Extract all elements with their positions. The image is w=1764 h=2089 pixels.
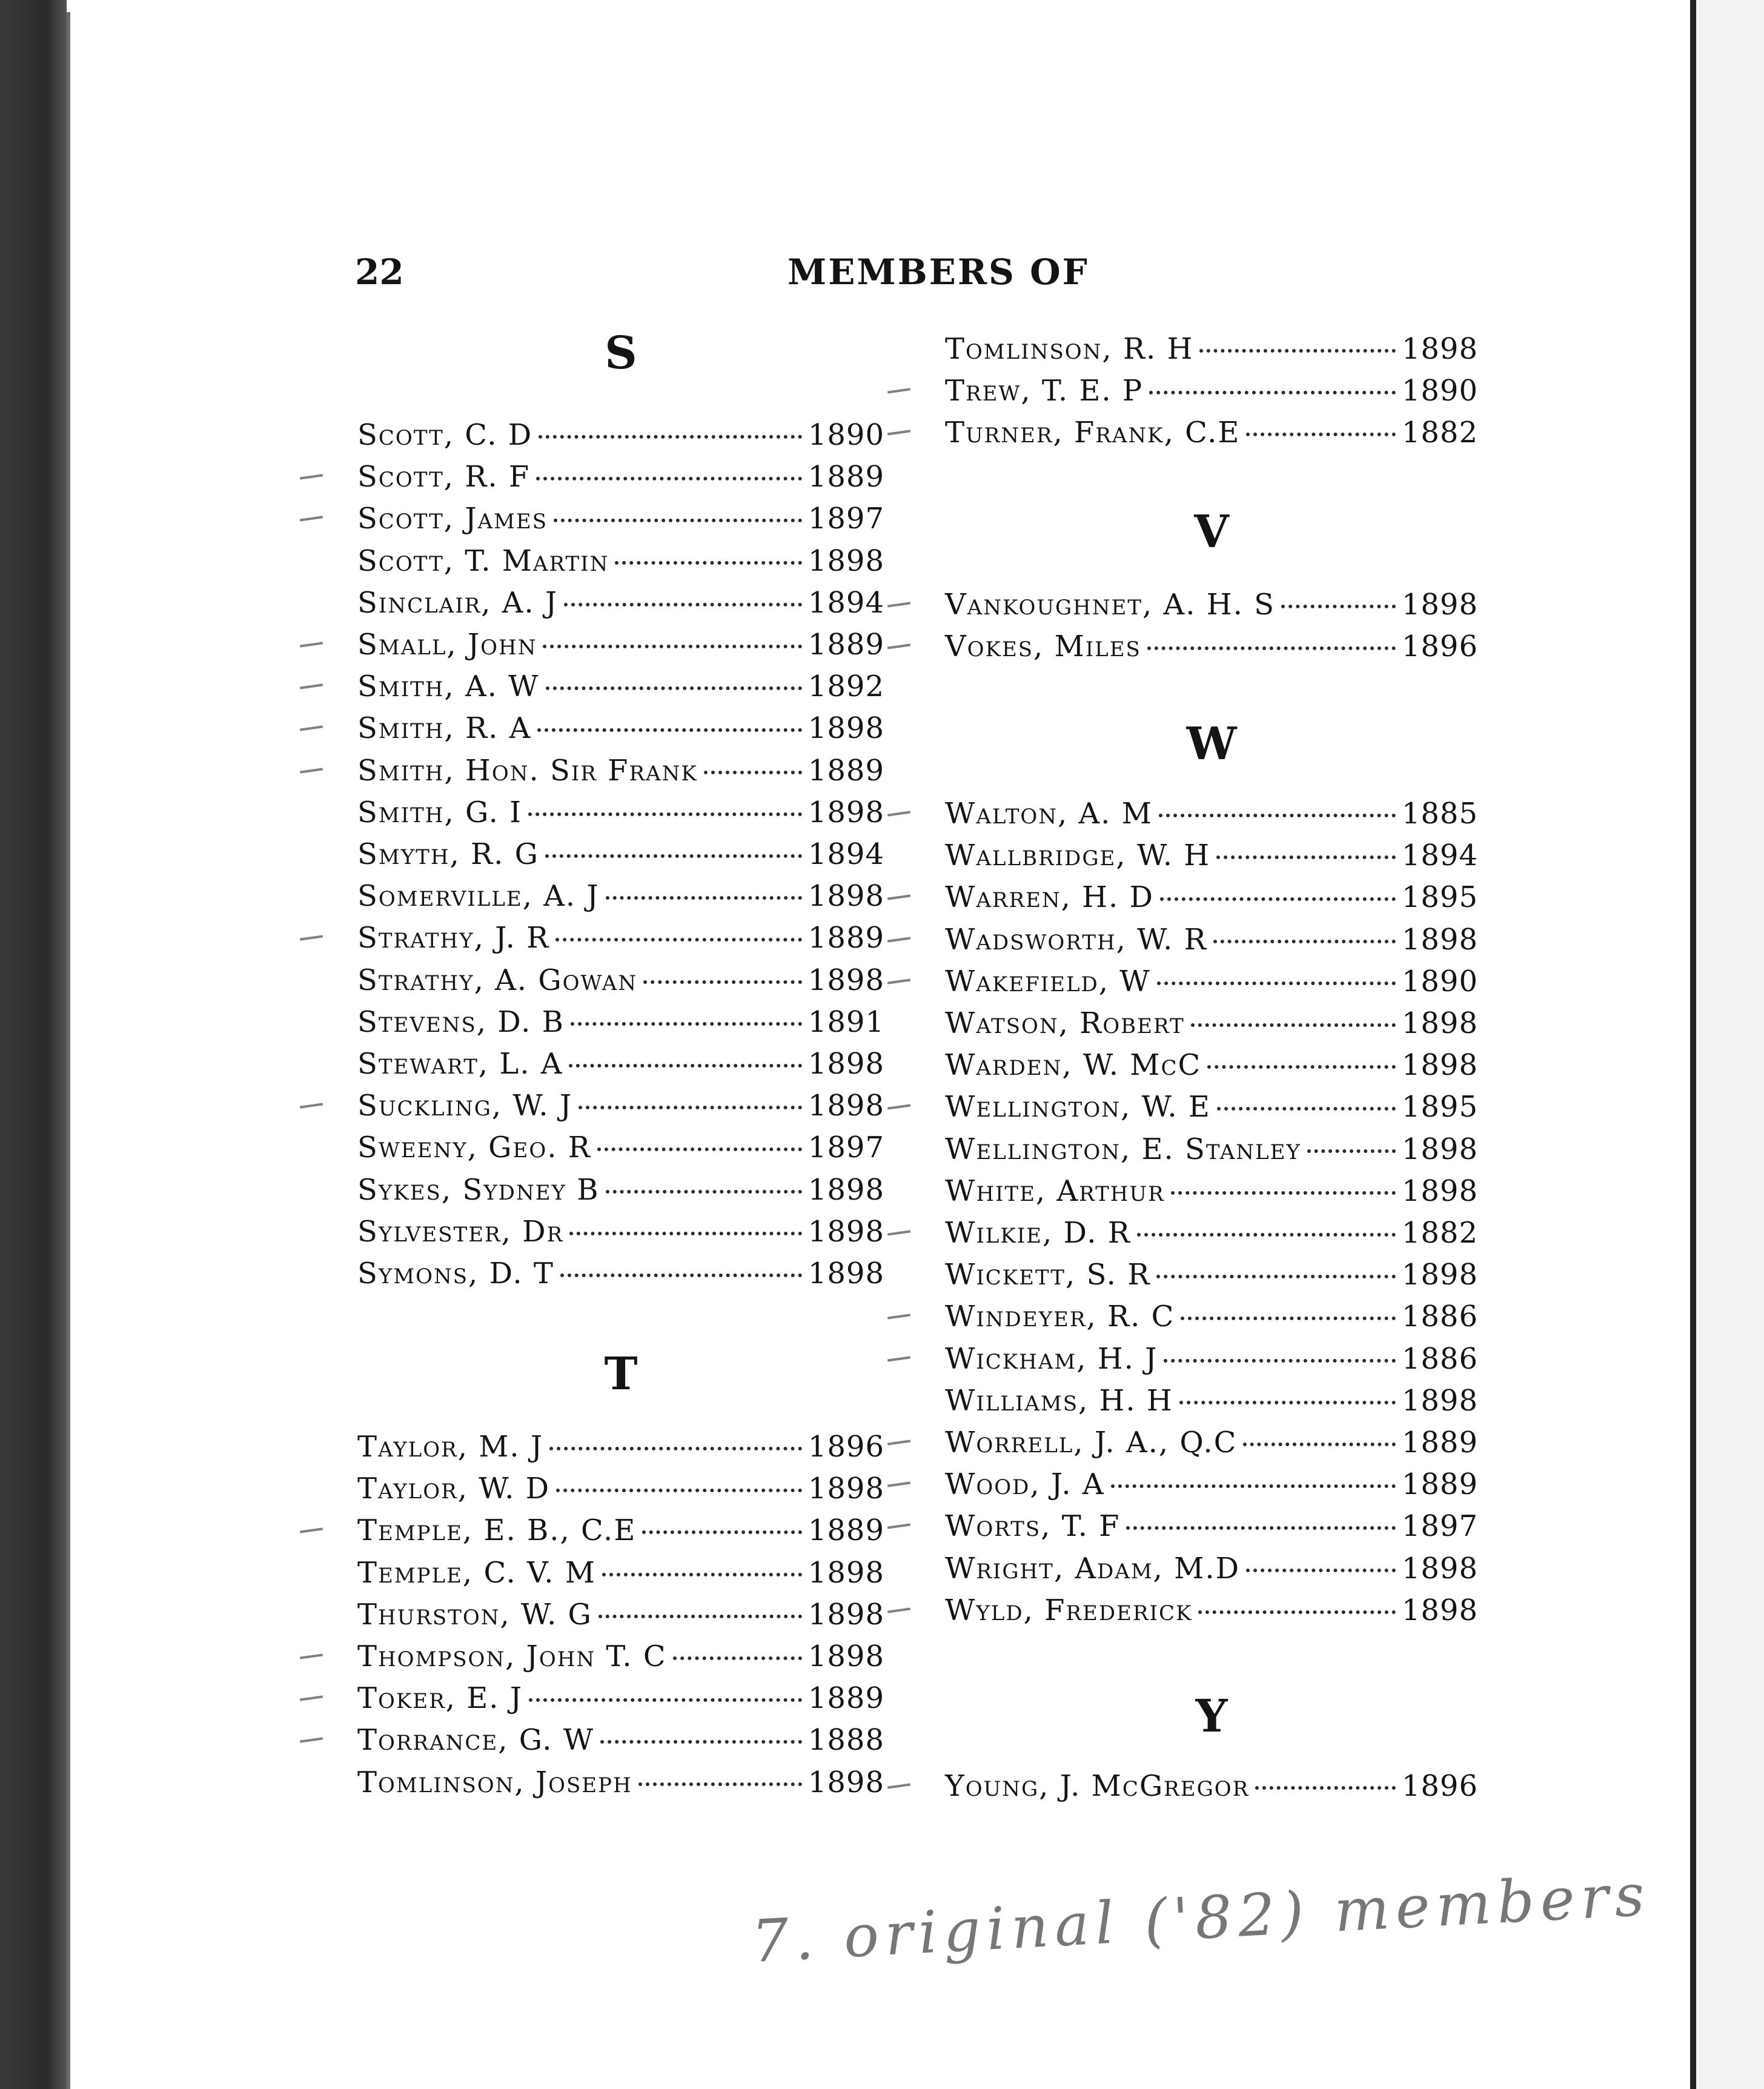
member-name: Wilkie, D. R [945, 1216, 1131, 1250]
member-name: Strathy, J. R [357, 921, 550, 955]
dot-leader [546, 686, 802, 690]
dot-leader [536, 477, 802, 480]
member-name: Windeyer, R. C [945, 1300, 1175, 1334]
member-entry [945, 1300, 1478, 1336]
member-name: Somerville, A. J [357, 879, 600, 914]
member-entry [945, 1769, 1478, 1805]
member-year: 1889 [1401, 1426, 1478, 1460]
member-name: Warren, H. D [945, 880, 1155, 915]
member-entry [357, 1215, 884, 1251]
member-entry [357, 1173, 884, 1209]
member-entry [945, 797, 1478, 833]
member-entry [357, 963, 884, 1000]
member-name: Wellington, E. Stanley [945, 1132, 1301, 1166]
member-year: 1885 [1401, 797, 1478, 831]
member-entry [357, 628, 884, 664]
handwritten-note: 7. original ('82) members [750, 1861, 1653, 1976]
member-year: 1898 [1401, 1383, 1478, 1418]
dot-leader [1111, 1484, 1396, 1488]
member-year: 1898 [807, 543, 884, 578]
member-entry [357, 837, 884, 874]
member-entry [357, 1430, 884, 1466]
member-name: Trew, T. E. P [945, 374, 1144, 408]
member-name: Vankoughnet, A. H. S [945, 588, 1275, 622]
member-entry [945, 1090, 1478, 1126]
member-name: Worrell, J. A., Q.C [945, 1426, 1238, 1460]
section-letter-w: W [1186, 718, 1237, 770]
member-year: 1889 [1401, 1467, 1478, 1502]
member-year: 1898 [1401, 332, 1478, 366]
member-entry [945, 880, 1478, 917]
dot-leader [643, 980, 802, 984]
member-name: Wadsworth, W. R [945, 922, 1207, 957]
member-year: 1898 [807, 1555, 884, 1590]
dot-leader [1179, 1401, 1396, 1404]
member-entry [357, 1047, 884, 1083]
member-year: 1898 [807, 1214, 884, 1249]
dot-leader [1181, 1317, 1395, 1320]
member-name: Williams, H. H [945, 1383, 1173, 1418]
member-entry [945, 1006, 1478, 1043]
member-name: Smith, A. W [357, 669, 540, 704]
member-entry [357, 795, 884, 832]
member-year: 1889 [807, 921, 884, 955]
member-year: 1889 [807, 753, 884, 788]
member-year: 1898 [807, 1639, 884, 1673]
dot-leader [600, 1740, 802, 1744]
member-year: 1898 [807, 1089, 884, 1123]
member-year: 1898 [1401, 1132, 1478, 1166]
section-letter-s: S [605, 327, 637, 379]
member-entry [945, 1132, 1478, 1169]
member-year: 1889 [807, 628, 884, 662]
member-entry [945, 1258, 1478, 1294]
section-letter-v: V [1194, 506, 1229, 558]
member-name: Wickham, H. J [945, 1341, 1158, 1376]
member-entry [945, 1174, 1478, 1211]
dot-leader [543, 645, 801, 648]
scan-left-edge [0, 0, 67, 2089]
member-name: Thompson, John T. C [357, 1639, 667, 1673]
dot-leader [606, 1190, 802, 1194]
member-year: 1897 [807, 1131, 884, 1165]
member-name: Sylvester, Dr [357, 1214, 564, 1249]
member-entry [357, 586, 884, 622]
member-year: 1896 [1401, 629, 1478, 664]
member-year: 1890 [1401, 964, 1478, 998]
member-name: Wright, Adam, M.D [945, 1551, 1241, 1586]
dot-leader [1171, 1191, 1396, 1195]
dot-leader [549, 1447, 802, 1450]
dot-leader [615, 561, 802, 565]
member-name: Sinclair, A. J [357, 585, 559, 620]
member-year: 1892 [807, 669, 884, 704]
section-letter-t: T [604, 1348, 638, 1400]
dot-leader [1157, 981, 1396, 985]
member-entry [357, 418, 884, 454]
member-entry [357, 1089, 884, 1125]
dot-leader [1159, 814, 1396, 817]
member-entry [945, 374, 1478, 410]
member-name: Scott, T. Martin [357, 543, 609, 578]
dot-leader [560, 1274, 802, 1277]
dot-leader [598, 1615, 802, 1618]
member-entry [945, 1342, 1478, 1378]
member-year: 1890 [1401, 374, 1478, 408]
dot-leader [673, 1656, 802, 1660]
running-head: MEMBERS OF [788, 251, 1089, 293]
member-year: 1890 [807, 418, 884, 452]
member-entry [945, 1426, 1478, 1462]
member-year: 1898 [807, 711, 884, 746]
member-year: 1895 [1401, 880, 1478, 915]
member-year: 1896 [1401, 1769, 1478, 1803]
member-name: Wyld, Frederick [945, 1593, 1193, 1627]
member-name: Sweeny, Geo. R [357, 1131, 591, 1165]
dot-leader [528, 812, 802, 816]
member-year: 1894 [807, 837, 884, 871]
dot-leader [564, 603, 802, 606]
member-name: Temple, E. B., C.E [357, 1513, 637, 1548]
member-name: Wakefield, W [945, 964, 1151, 998]
member-name: Smyth, R. G [357, 837, 539, 871]
member-name: Smith, G. I [357, 795, 523, 829]
dot-leader [1246, 433, 1395, 436]
member-name: Tomlinson, R. H [945, 332, 1194, 366]
member-year: 1898 [1401, 1006, 1478, 1040]
member-entry [945, 416, 1478, 452]
member-entry [357, 1513, 884, 1550]
member-year: 1896 [807, 1430, 884, 1464]
member-year: 1898 [807, 1257, 884, 1290]
member-entry [945, 1384, 1478, 1420]
dot-leader [1255, 1786, 1396, 1790]
member-entry [357, 1681, 884, 1718]
member-entry [945, 588, 1478, 624]
member-year: 1898 [807, 879, 884, 914]
member-name: Toker, E. J [357, 1681, 523, 1716]
member-name: Sykes, Sydney B [357, 1172, 600, 1207]
member-year: 1898 [807, 1172, 884, 1207]
member-name: Scott, C. D [357, 418, 533, 452]
dot-leader [1246, 1569, 1396, 1572]
member-entry [357, 1005, 884, 1041]
dot-leader [556, 1489, 802, 1492]
member-entry [945, 923, 1478, 959]
scan-right-edge [1690, 0, 1764, 2089]
dot-leader [1198, 1610, 1395, 1614]
member-name: Stevens, D. B [357, 1005, 565, 1039]
member-year: 1898 [807, 1472, 884, 1506]
member-entry [945, 1467, 1478, 1504]
member-name: Walton, A. M [945, 797, 1153, 831]
member-name: Taylor, M. J [357, 1430, 544, 1464]
dot-leader [704, 771, 802, 774]
dot-leader [1199, 349, 1395, 353]
dot-leader [597, 1147, 802, 1151]
member-name: Worts, T. F [945, 1509, 1121, 1544]
member-year: 1895 [1401, 1090, 1478, 1124]
member-entry [357, 921, 884, 957]
dot-leader [606, 896, 802, 900]
member-name: Taylor, W. D [357, 1472, 551, 1506]
member-year: 1889 [807, 1513, 884, 1548]
member-name: Scott, R. F [357, 460, 531, 494]
dot-leader [1281, 605, 1396, 608]
member-name: Scott, James [357, 502, 548, 536]
member-year: 1898 [1401, 1593, 1478, 1627]
member-entry [357, 879, 884, 915]
member-year: 1894 [807, 585, 884, 620]
member-year: 1894 [1401, 839, 1478, 873]
member-year: 1882 [1401, 1216, 1478, 1250]
member-entry [357, 544, 884, 580]
member-year: 1898 [1401, 588, 1478, 622]
dot-leader [1156, 1275, 1396, 1278]
member-year: 1886 [1401, 1341, 1478, 1376]
dot-leader [1149, 391, 1396, 394]
member-entry [357, 1257, 884, 1293]
dot-leader [569, 1232, 802, 1235]
member-name: Tomlinson, Joseph [357, 1765, 632, 1799]
member-year: 1898 [1401, 1048, 1478, 1083]
member-year: 1897 [807, 502, 884, 536]
member-entry [945, 332, 1478, 368]
section-letter-y: Y [1195, 1690, 1228, 1742]
member-year: 1898 [807, 963, 884, 997]
member-entry [945, 629, 1478, 666]
member-year: 1898 [1401, 1258, 1478, 1292]
member-year: 1889 [807, 460, 884, 494]
page-number: 22 [355, 251, 404, 293]
dot-leader [1137, 1233, 1396, 1237]
member-name: Small, John [357, 628, 537, 662]
dot-leader [1126, 1526, 1395, 1530]
member-entry [945, 1509, 1478, 1546]
dot-leader [1191, 1023, 1396, 1027]
member-entry [357, 502, 884, 538]
dot-leader [1164, 1359, 1396, 1363]
dot-leader [545, 854, 802, 858]
member-entry [357, 1723, 884, 1759]
member-name: Thurston, W. G [357, 1597, 592, 1632]
member-name: Watson, Robert [945, 1006, 1185, 1040]
dot-leader [555, 938, 802, 942]
member-entry [945, 965, 1478, 1001]
member-entry [945, 1048, 1478, 1084]
member-year: 1897 [1401, 1509, 1478, 1544]
member-entry [357, 460, 884, 496]
member-name: White, Arthur [945, 1174, 1165, 1208]
member-name: Wickett, S. R [945, 1258, 1151, 1292]
member-name: Stewart, L. A [357, 1047, 563, 1081]
member-name: Warden, W. McC [945, 1048, 1202, 1083]
member-entry [945, 839, 1478, 875]
member-year: 1898 [1401, 922, 1478, 957]
member-name: Strathy, A. Gowan [357, 963, 638, 997]
member-name: Vokes, Miles [945, 629, 1141, 664]
member-year: 1898 [807, 1597, 884, 1632]
member-year: 1898 [807, 795, 884, 829]
member-entry [357, 1639, 884, 1676]
member-entry [945, 1552, 1478, 1588]
member-year: 1898 [1401, 1551, 1478, 1586]
member-entry [357, 669, 884, 706]
member-entry [357, 711, 884, 748]
member-name: Young, J. McGregor [945, 1769, 1250, 1803]
member-name: Suckling, W. J [357, 1089, 573, 1123]
dot-leader [1147, 646, 1396, 650]
member-entry [357, 1131, 884, 1167]
dot-leader [602, 1573, 802, 1576]
dot-leader [539, 435, 802, 439]
dot-leader [569, 1064, 801, 1068]
dot-leader [642, 1530, 801, 1534]
member-entry [357, 754, 884, 790]
member-year: 1891 [807, 1005, 884, 1039]
dot-leader [1307, 1149, 1396, 1153]
member-year: 1898 [807, 1047, 884, 1081]
member-year: 1888 [807, 1723, 884, 1758]
member-name: Symons, D. T [357, 1257, 554, 1290]
dot-leader [1216, 855, 1396, 859]
dot-leader [638, 1782, 802, 1786]
dot-leader [529, 1698, 802, 1702]
member-entry [945, 1216, 1478, 1252]
member-name: Wellington, W. E [945, 1090, 1211, 1124]
dot-leader [554, 519, 802, 522]
member-entry [945, 1593, 1478, 1630]
member-year: 1882 [1401, 416, 1478, 450]
dot-leader [1160, 897, 1396, 901]
member-name: Smith, Hon. Sir Frank [357, 753, 698, 788]
member-entry [357, 1472, 884, 1508]
member-name: Turner, Frank, C.E [945, 416, 1241, 450]
member-name: Wood, J. A [945, 1467, 1105, 1502]
dot-leader [1213, 940, 1396, 943]
member-year: 1886 [1401, 1300, 1478, 1334]
member-name: Temple, C. V. M [357, 1555, 596, 1590]
member-entry [357, 1765, 884, 1802]
member-year: 1898 [807, 1765, 884, 1799]
dot-leader [1243, 1443, 1396, 1446]
member-year: 1898 [1401, 1174, 1478, 1208]
member-entry [357, 1556, 884, 1592]
dot-leader [571, 1022, 802, 1026]
member-name: Smith, R. A [357, 711, 532, 746]
member-name: Wallbridge, W. H [945, 839, 1211, 873]
dot-leader [579, 1106, 802, 1109]
member-year: 1889 [807, 1681, 884, 1716]
member-name: Torrance, G. W [357, 1723, 595, 1758]
dot-leader [537, 728, 802, 732]
member-entry [357, 1598, 884, 1634]
dot-leader [1207, 1065, 1396, 1069]
dot-leader [1217, 1107, 1396, 1111]
